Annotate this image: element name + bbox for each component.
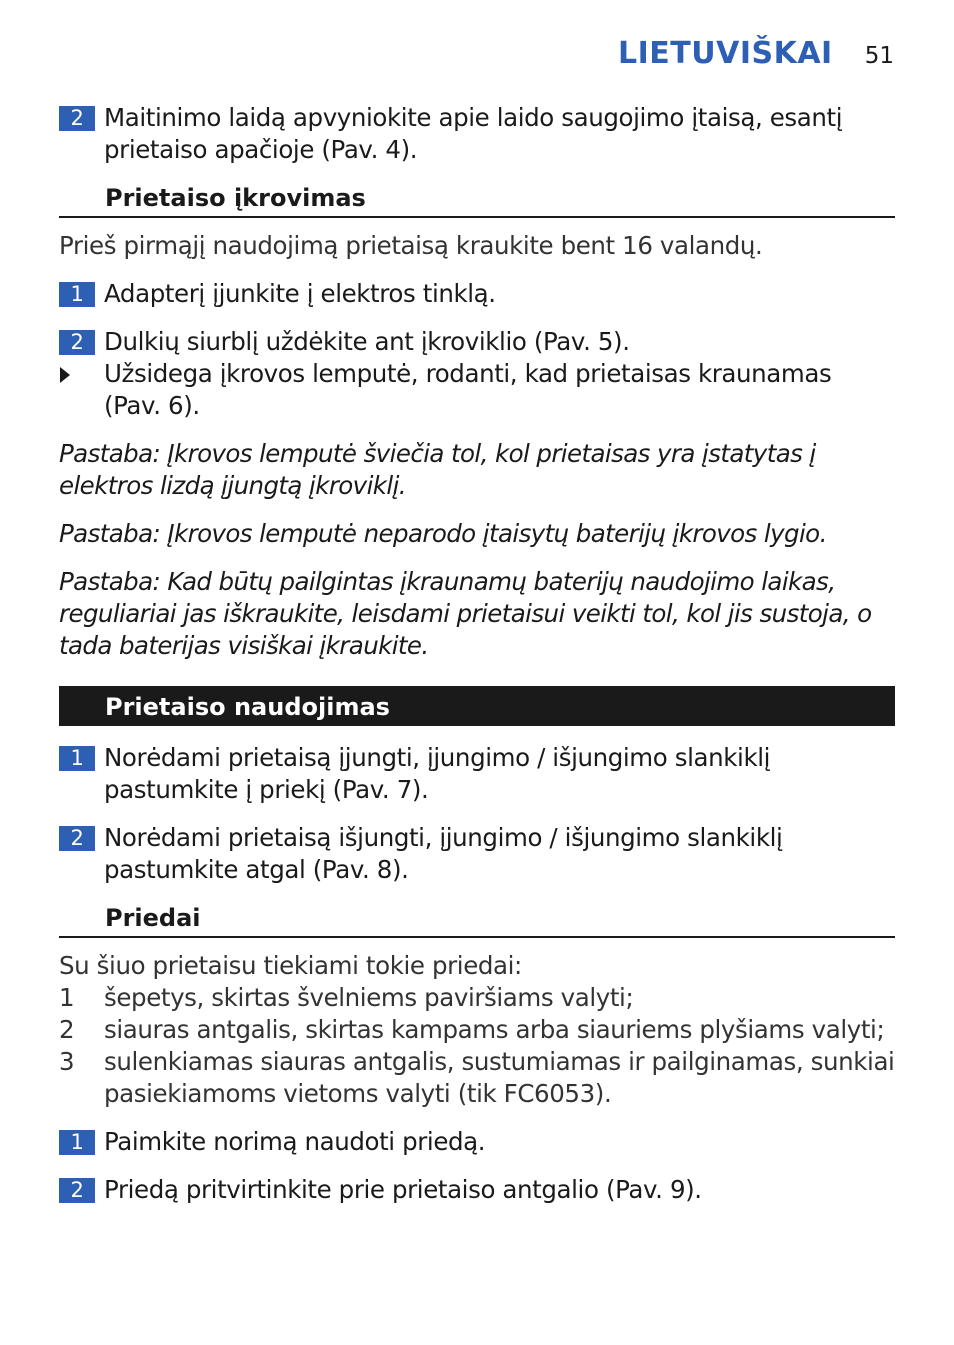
section-heading-usage: Prietaiso naudojimas bbox=[59, 686, 895, 726]
step-text: Norėdami prietaisą išjungti, įjungimo / išjungimo slankiklį pastumkite atgal (Pav. 8). bbox=[104, 823, 783, 884]
list-item bbox=[59, 982, 895, 1014]
step-text: Adapterį įjunkite į elektros tinklą. bbox=[104, 279, 496, 308]
step-text: Paimkite norimą naudoti priedą. bbox=[104, 1127, 486, 1156]
section-intro: Prieš pirmąjį naudojimą prietaisą kraukite bent 16 valandų. bbox=[59, 231, 763, 260]
step-number-badge: 1 bbox=[59, 1130, 95, 1155]
list-item bbox=[59, 1014, 895, 1046]
step-accessory-1 bbox=[59, 1126, 895, 1158]
list-item bbox=[59, 1046, 895, 1110]
result-bullet bbox=[59, 358, 895, 422]
step-usage-2 bbox=[59, 822, 895, 886]
list-intro: Su šiuo prietaisu tiekiami tokie priedai: bbox=[59, 951, 522, 980]
step-accessory-2 bbox=[59, 1174, 895, 1206]
bullet-text: Užsidega įkrovos lemputė, rodanti, kad prietaisas kraunamas (Pav. 6). bbox=[104, 359, 832, 420]
page-content bbox=[59, 102, 895, 1222]
section-heading-charging: Prietaiso įkrovimas bbox=[59, 182, 895, 218]
step-number-badge: 2 bbox=[59, 330, 95, 355]
triangle-bullet-icon bbox=[60, 367, 70, 383]
step-usage-1 bbox=[59, 742, 895, 806]
page-header bbox=[618, 36, 894, 71]
step-text: Norėdami prietaisą įjungti, įjungimo / išjungimo slankiklį pastumkite į priekį (Pav. 7). bbox=[104, 743, 771, 804]
language-title: LIETUVIŠKAI bbox=[618, 36, 833, 71]
step-number-badge: 1 bbox=[59, 282, 95, 307]
step-number-badge: 1 bbox=[59, 746, 95, 771]
note-2: Pastaba: Įkrovos lemputė neparodo įtaisytų baterijų įkrovos lygio. bbox=[59, 519, 827, 548]
list-item-number: 2 bbox=[59, 1015, 75, 1044]
step-number-badge: 2 bbox=[59, 1178, 95, 1203]
step-number-badge: 2 bbox=[59, 826, 95, 851]
list-item-text: šepetys, skirtas švelniems paviršiams valyti; bbox=[104, 983, 634, 1012]
step-number-badge: 2 bbox=[59, 106, 95, 131]
page-number: 51 bbox=[864, 43, 894, 69]
list-item-number: 3 bbox=[59, 1047, 75, 1076]
note-1: Pastaba: Įkrovos lemputė šviečia tol, kol prietaisas yra įstatytas į elektros lizdą įjungtą įkroviklį. bbox=[59, 439, 816, 500]
list-item-number: 1 bbox=[59, 983, 75, 1012]
list-item-text: siauras antgalis, skirtas kampams arba siauriems plyšiams valyti; bbox=[104, 1015, 885, 1044]
step-text: Maitinimo laidą apvyniokite apie laido saugojimo įtaisą, esantį prietaiso apačioje (Pav. 4). bbox=[104, 103, 843, 164]
accessories-list bbox=[59, 950, 895, 1110]
step-text: Priedą pritvirtinkite prie prietaiso antgalio (Pav. 9). bbox=[104, 1175, 702, 1204]
step-charging-1 bbox=[59, 278, 895, 310]
step-charging-2 bbox=[59, 326, 895, 358]
step-wind-cord bbox=[59, 102, 895, 166]
note-3: Pastaba: Kad būtų pailgintas įkraunamų baterijų naudojimo laikas, reguliariai jas iškraukite, leisdami prietaisui veikti tol, kol jis sustoja, o tada baterijas visiškai įkraukite. bbox=[59, 567, 872, 660]
section-heading-accessories: Priedai bbox=[59, 902, 895, 938]
step-text: Dulkių siurblį uždėkite ant įkroviklio (Pav. 5). bbox=[104, 327, 630, 356]
list-item-text: sulenkiamas siauras antgalis, sustumiamas ir pailginamas, sunkiai pasiekiamoms vietoms valyti (tik FC6053). bbox=[104, 1047, 895, 1108]
